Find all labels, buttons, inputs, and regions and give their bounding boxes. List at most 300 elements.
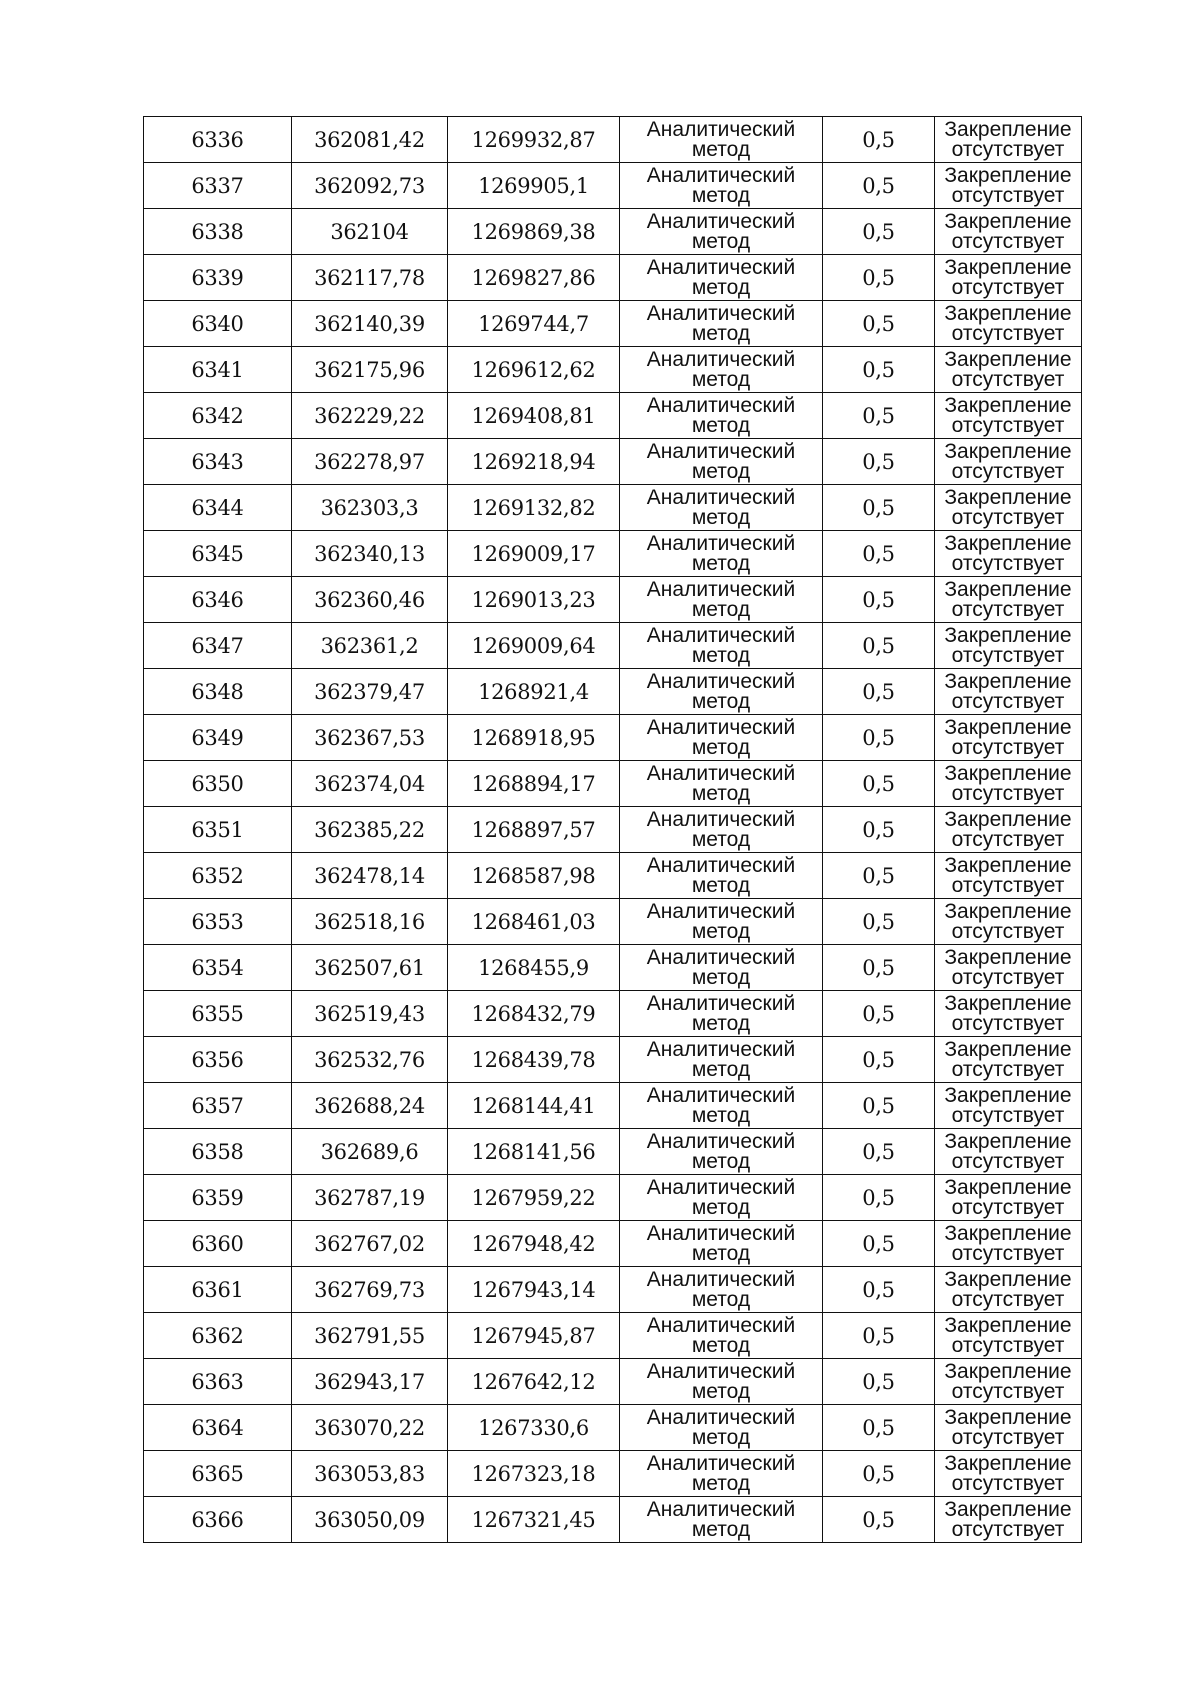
table-row bbox=[144, 255, 1082, 301]
method-cell-line-2: метод bbox=[691, 551, 751, 575]
marking-cell bbox=[935, 1037, 1082, 1083]
x-coordinate-cell: 362507,61 bbox=[292, 945, 448, 991]
marking-cell-line-2: отсутствует bbox=[951, 459, 1065, 483]
method-cell-line-1: Аналитический bbox=[646, 853, 796, 877]
method-cell bbox=[620, 1037, 823, 1083]
accuracy-cell: 0,5 bbox=[823, 899, 935, 945]
point-number-cell: 6361 bbox=[144, 1267, 292, 1313]
accuracy-cell: 0,5 bbox=[823, 393, 935, 439]
marking-cell-line-2: отсутствует bbox=[951, 229, 1065, 253]
x-coordinate-cell: 362379,47 bbox=[292, 669, 448, 715]
x-coordinate-cell: 363050,09 bbox=[292, 1497, 448, 1543]
marking-cell bbox=[935, 209, 1082, 255]
marking-cell bbox=[935, 1405, 1082, 1451]
marking-cell bbox=[935, 347, 1082, 393]
accuracy-cell: 0,5 bbox=[823, 945, 935, 991]
point-number-cell: 6345 bbox=[144, 531, 292, 577]
method-cell-line-1: Аналитический bbox=[646, 1037, 796, 1061]
method-cell-line-1: Аналитический bbox=[646, 1313, 796, 1337]
accuracy-cell: 0,5 bbox=[823, 1497, 935, 1543]
marking-cell-line-2: отсутствует bbox=[951, 367, 1065, 391]
accuracy-cell: 0,5 bbox=[823, 117, 935, 163]
method-cell bbox=[620, 255, 823, 301]
marking-cell-line-1: Закрепление bbox=[944, 761, 1072, 785]
point-number-cell: 6358 bbox=[144, 1129, 292, 1175]
x-coordinate-cell: 362229,22 bbox=[292, 393, 448, 439]
accuracy-cell: 0,5 bbox=[823, 1359, 935, 1405]
method-cell-line-2: метод bbox=[691, 1241, 751, 1265]
marking-cell bbox=[935, 1359, 1082, 1405]
y-coordinate-cell: 1269013,23 bbox=[448, 577, 620, 623]
x-coordinate-cell: 362361,2 bbox=[292, 623, 448, 669]
y-coordinate-cell: 1267321,45 bbox=[448, 1497, 620, 1543]
accuracy-cell: 0,5 bbox=[823, 1221, 935, 1267]
marking-cell bbox=[935, 393, 1082, 439]
method-cell-line-1: Аналитический bbox=[646, 393, 796, 417]
point-number-cell: 6347 bbox=[144, 623, 292, 669]
marking-cell-line-2: отсутствует bbox=[951, 1471, 1065, 1495]
point-number-cell: 6351 bbox=[144, 807, 292, 853]
table-row bbox=[144, 945, 1082, 991]
method-cell bbox=[620, 761, 823, 807]
accuracy-cell: 0,5 bbox=[823, 163, 935, 209]
table-row bbox=[144, 669, 1082, 715]
method-cell-line-2: метод bbox=[691, 413, 751, 437]
marking-cell-line-2: отсутствует bbox=[951, 919, 1065, 943]
table-row bbox=[144, 1129, 1082, 1175]
accuracy-cell: 0,5 bbox=[823, 807, 935, 853]
point-number-cell: 6357 bbox=[144, 1083, 292, 1129]
method-cell-line-2: метод bbox=[691, 1195, 751, 1219]
method-cell-line-1: Аналитический bbox=[646, 255, 796, 279]
method-cell-line-2: метод bbox=[691, 827, 751, 851]
y-coordinate-cell: 1269132,82 bbox=[448, 485, 620, 531]
y-coordinate-cell: 1267330,6 bbox=[448, 1405, 620, 1451]
point-number-cell: 6366 bbox=[144, 1497, 292, 1543]
method-cell bbox=[620, 623, 823, 669]
table-row bbox=[144, 1267, 1082, 1313]
x-coordinate-cell: 362769,73 bbox=[292, 1267, 448, 1313]
table-row bbox=[144, 393, 1082, 439]
point-number-cell: 6341 bbox=[144, 347, 292, 393]
method-cell-line-2: метод bbox=[691, 873, 751, 897]
x-coordinate-cell: 362140,39 bbox=[292, 301, 448, 347]
method-cell-line-2: метод bbox=[691, 1517, 751, 1541]
y-coordinate-cell: 1268141,56 bbox=[448, 1129, 620, 1175]
method-cell-line-1: Аналитический bbox=[646, 485, 796, 509]
marking-cell-line-2: отсутствует bbox=[951, 505, 1065, 529]
y-coordinate-cell: 1269905,1 bbox=[448, 163, 620, 209]
marking-cell-line-1: Закрепление bbox=[944, 623, 1072, 647]
method-cell-line-2: метод bbox=[691, 275, 751, 299]
marking-cell-line-1: Закрепление bbox=[944, 531, 1072, 555]
method-cell-line-2: метод bbox=[691, 183, 751, 207]
marking-cell bbox=[935, 807, 1082, 853]
y-coordinate-cell: 1268439,78 bbox=[448, 1037, 620, 1083]
x-coordinate-cell: 362117,78 bbox=[292, 255, 448, 301]
method-cell-line-2: метод bbox=[691, 1333, 751, 1357]
table-row bbox=[144, 1221, 1082, 1267]
method-cell-line-1: Аналитический bbox=[646, 623, 796, 647]
x-coordinate-cell: 362367,53 bbox=[292, 715, 448, 761]
method-cell bbox=[620, 853, 823, 899]
method-cell-line-2: метод bbox=[691, 137, 751, 161]
y-coordinate-cell: 1268455,9 bbox=[448, 945, 620, 991]
table-row bbox=[144, 853, 1082, 899]
accuracy-cell: 0,5 bbox=[823, 1451, 935, 1497]
marking-cell-line-2: отсутствует bbox=[951, 597, 1065, 621]
method-cell-line-2: метод bbox=[691, 1057, 751, 1081]
marking-cell-line-2: отсутствует bbox=[951, 1517, 1065, 1541]
point-number-cell: 6337 bbox=[144, 163, 292, 209]
marking-cell-line-1: Закрепление bbox=[944, 163, 1072, 187]
marking-cell bbox=[935, 485, 1082, 531]
marking-cell-line-2: отсутствует bbox=[951, 735, 1065, 759]
method-cell bbox=[620, 577, 823, 623]
y-coordinate-cell: 1269932,87 bbox=[448, 117, 620, 163]
method-cell bbox=[620, 117, 823, 163]
accuracy-cell: 0,5 bbox=[823, 531, 935, 577]
method-cell bbox=[620, 531, 823, 577]
method-cell-line-2: метод bbox=[691, 689, 751, 713]
y-coordinate-cell: 1267323,18 bbox=[448, 1451, 620, 1497]
table-row bbox=[144, 163, 1082, 209]
marking-cell-line-1: Закрепление bbox=[944, 1451, 1072, 1475]
marking-cell-line-2: отсутствует bbox=[951, 551, 1065, 575]
method-cell bbox=[620, 163, 823, 209]
table-row bbox=[144, 117, 1082, 163]
method-cell bbox=[620, 301, 823, 347]
x-coordinate-cell: 362303,3 bbox=[292, 485, 448, 531]
method-cell-line-1: Аналитический bbox=[646, 1405, 796, 1429]
method-cell-line-2: метод bbox=[691, 597, 751, 621]
method-cell-line-1: Аналитический bbox=[646, 1267, 796, 1291]
x-coordinate-cell: 362175,96 bbox=[292, 347, 448, 393]
marking-cell-line-1: Закрепление bbox=[944, 577, 1072, 601]
marking-cell-line-2: отсутствует bbox=[951, 643, 1065, 667]
method-cell bbox=[620, 209, 823, 255]
y-coordinate-cell: 1269218,94 bbox=[448, 439, 620, 485]
point-number-cell: 6338 bbox=[144, 209, 292, 255]
x-coordinate-cell: 362340,13 bbox=[292, 531, 448, 577]
method-cell bbox=[620, 485, 823, 531]
accuracy-cell: 0,5 bbox=[823, 1129, 935, 1175]
table-row bbox=[144, 899, 1082, 945]
y-coordinate-cell: 1269744,7 bbox=[448, 301, 620, 347]
table-row bbox=[144, 209, 1082, 255]
accuracy-cell: 0,5 bbox=[823, 1405, 935, 1451]
x-coordinate-cell: 362519,43 bbox=[292, 991, 448, 1037]
y-coordinate-cell: 1269869,38 bbox=[448, 209, 620, 255]
method-cell-line-1: Аналитический bbox=[646, 715, 796, 739]
accuracy-cell: 0,5 bbox=[823, 853, 935, 899]
method-cell bbox=[620, 899, 823, 945]
accuracy-cell: 0,5 bbox=[823, 439, 935, 485]
accuracy-cell: 0,5 bbox=[823, 1267, 935, 1313]
method-cell-line-2: метод bbox=[691, 459, 751, 483]
method-cell-line-1: Аналитический bbox=[646, 1359, 796, 1383]
marking-cell bbox=[935, 117, 1082, 163]
marking-cell-line-2: отсутствует bbox=[951, 689, 1065, 713]
method-cell-line-2: метод bbox=[691, 1379, 751, 1403]
point-number-cell: 6344 bbox=[144, 485, 292, 531]
x-coordinate-cell: 362943,17 bbox=[292, 1359, 448, 1405]
marking-cell bbox=[935, 1221, 1082, 1267]
y-coordinate-cell: 1267948,42 bbox=[448, 1221, 620, 1267]
marking-cell bbox=[935, 945, 1082, 991]
accuracy-cell: 0,5 bbox=[823, 255, 935, 301]
accuracy-cell: 0,5 bbox=[823, 991, 935, 1037]
marking-cell-line-2: отсутствует bbox=[951, 1379, 1065, 1403]
y-coordinate-cell: 1269612,62 bbox=[448, 347, 620, 393]
marking-cell bbox=[935, 301, 1082, 347]
x-coordinate-cell: 362360,46 bbox=[292, 577, 448, 623]
y-coordinate-cell: 1267642,12 bbox=[448, 1359, 620, 1405]
marking-cell-line-1: Закрепление bbox=[944, 347, 1072, 371]
accuracy-cell: 0,5 bbox=[823, 669, 935, 715]
marking-cell-line-2: отсутствует bbox=[951, 275, 1065, 299]
point-number-cell: 6362 bbox=[144, 1313, 292, 1359]
marking-cell-line-2: отсутствует bbox=[951, 1195, 1065, 1219]
point-number-cell: 6336 bbox=[144, 117, 292, 163]
x-coordinate-cell: 362767,02 bbox=[292, 1221, 448, 1267]
point-number-cell: 6363 bbox=[144, 1359, 292, 1405]
marking-cell-line-1: Закрепление bbox=[944, 853, 1072, 877]
method-cell-line-1: Аналитический bbox=[646, 577, 796, 601]
point-number-cell: 6353 bbox=[144, 899, 292, 945]
method-cell-line-2: метод bbox=[691, 229, 751, 253]
marking-cell-line-2: отсутствует bbox=[951, 1241, 1065, 1265]
method-cell-line-2: метод bbox=[691, 919, 751, 943]
marking-cell bbox=[935, 623, 1082, 669]
table-row bbox=[144, 807, 1082, 853]
marking-cell-line-2: отсутствует bbox=[951, 873, 1065, 897]
table-row bbox=[144, 1497, 1082, 1543]
method-cell-line-2: метод bbox=[691, 643, 751, 667]
y-coordinate-cell: 1268144,41 bbox=[448, 1083, 620, 1129]
accuracy-cell: 0,5 bbox=[823, 485, 935, 531]
point-number-cell: 6350 bbox=[144, 761, 292, 807]
x-coordinate-cell: 362688,24 bbox=[292, 1083, 448, 1129]
marking-cell-line-2: отсутствует bbox=[951, 965, 1065, 989]
point-number-cell: 6342 bbox=[144, 393, 292, 439]
marking-cell bbox=[935, 255, 1082, 301]
point-number-cell: 6365 bbox=[144, 1451, 292, 1497]
method-cell bbox=[620, 991, 823, 1037]
method-cell bbox=[620, 1221, 823, 1267]
table-row bbox=[144, 1313, 1082, 1359]
coordinates-table-body bbox=[144, 117, 1082, 1543]
point-number-cell: 6360 bbox=[144, 1221, 292, 1267]
accuracy-cell: 0,5 bbox=[823, 1037, 935, 1083]
x-coordinate-cell: 362787,19 bbox=[292, 1175, 448, 1221]
method-cell bbox=[620, 1451, 823, 1497]
method-cell bbox=[620, 1405, 823, 1451]
point-number-cell: 6346 bbox=[144, 577, 292, 623]
table-row bbox=[144, 1175, 1082, 1221]
marking-cell-line-1: Закрепление bbox=[944, 991, 1072, 1015]
y-coordinate-cell: 1268587,98 bbox=[448, 853, 620, 899]
x-coordinate-cell: 362791,55 bbox=[292, 1313, 448, 1359]
table-row bbox=[144, 485, 1082, 531]
table-row bbox=[144, 301, 1082, 347]
method-cell-line-1: Аналитический bbox=[646, 1221, 796, 1245]
method-cell-line-1: Аналитический bbox=[646, 117, 796, 141]
method-cell-line-1: Аналитический bbox=[646, 439, 796, 463]
marking-cell-line-1: Закрепление bbox=[944, 1221, 1072, 1245]
method-cell-line-1: Аналитический bbox=[646, 669, 796, 693]
marking-cell-line-2: отсутствует bbox=[951, 1425, 1065, 1449]
marking-cell-line-1: Закрепление bbox=[944, 945, 1072, 969]
method-cell-line-1: Аналитический bbox=[646, 899, 796, 923]
marking-cell-line-1: Закрепление bbox=[944, 669, 1072, 693]
marking-cell-line-1: Закрепление bbox=[944, 899, 1072, 923]
table-row bbox=[144, 531, 1082, 577]
method-cell-line-2: метод bbox=[691, 781, 751, 805]
marking-cell-line-1: Закрепление bbox=[944, 301, 1072, 325]
x-coordinate-cell: 362374,04 bbox=[292, 761, 448, 807]
method-cell-line-2: метод bbox=[691, 1149, 751, 1173]
method-cell bbox=[620, 1313, 823, 1359]
marking-cell bbox=[935, 669, 1082, 715]
x-coordinate-cell: 362104 bbox=[292, 209, 448, 255]
method-cell bbox=[620, 1083, 823, 1129]
y-coordinate-cell: 1268897,57 bbox=[448, 807, 620, 853]
table-row bbox=[144, 1083, 1082, 1129]
y-coordinate-cell: 1269827,86 bbox=[448, 255, 620, 301]
marking-cell bbox=[935, 1497, 1082, 1543]
marking-cell bbox=[935, 439, 1082, 485]
point-number-cell: 6364 bbox=[144, 1405, 292, 1451]
marking-cell-line-2: отсутствует bbox=[951, 137, 1065, 161]
method-cell-line-2: метод bbox=[691, 1287, 751, 1311]
method-cell-line-1: Аналитический bbox=[646, 301, 796, 325]
marking-cell-line-1: Закрепление bbox=[944, 1497, 1072, 1521]
marking-cell bbox=[935, 163, 1082, 209]
method-cell bbox=[620, 393, 823, 439]
x-coordinate-cell: 362532,76 bbox=[292, 1037, 448, 1083]
method-cell-line-2: метод bbox=[691, 1425, 751, 1449]
table-row bbox=[144, 623, 1082, 669]
point-number-cell: 6356 bbox=[144, 1037, 292, 1083]
marking-cell bbox=[935, 991, 1082, 1037]
marking-cell bbox=[935, 761, 1082, 807]
point-number-cell: 6354 bbox=[144, 945, 292, 991]
accuracy-cell: 0,5 bbox=[823, 301, 935, 347]
point-number-cell: 6340 bbox=[144, 301, 292, 347]
method-cell-line-1: Аналитический bbox=[646, 807, 796, 831]
marking-cell bbox=[935, 1313, 1082, 1359]
method-cell-line-1: Аналитический bbox=[646, 347, 796, 371]
table-row bbox=[144, 1405, 1082, 1451]
table-row bbox=[144, 1037, 1082, 1083]
point-number-cell: 6348 bbox=[144, 669, 292, 715]
method-cell-line-1: Аналитический bbox=[646, 531, 796, 555]
y-coordinate-cell: 1269009,17 bbox=[448, 531, 620, 577]
marking-cell-line-1: Закрепление bbox=[944, 1359, 1072, 1383]
marking-cell bbox=[935, 1083, 1082, 1129]
marking-cell-line-1: Закрепление bbox=[944, 1037, 1072, 1061]
method-cell-line-2: метод bbox=[691, 505, 751, 529]
marking-cell-line-1: Закрепление bbox=[944, 117, 1072, 141]
table-row bbox=[144, 715, 1082, 761]
marking-cell-line-2: отсутствует bbox=[951, 781, 1065, 805]
accuracy-cell: 0,5 bbox=[823, 577, 935, 623]
accuracy-cell: 0,5 bbox=[823, 761, 935, 807]
marking-cell-line-1: Закрепление bbox=[944, 1313, 1072, 1337]
point-number-cell: 6355 bbox=[144, 991, 292, 1037]
marking-cell-line-2: отсутствует bbox=[951, 1011, 1065, 1035]
y-coordinate-cell: 1268432,79 bbox=[448, 991, 620, 1037]
accuracy-cell: 0,5 bbox=[823, 715, 935, 761]
marking-cell-line-2: отсутствует bbox=[951, 183, 1065, 207]
accuracy-cell: 0,5 bbox=[823, 347, 935, 393]
method-cell bbox=[620, 1359, 823, 1405]
marking-cell-line-2: отсутствует bbox=[951, 1057, 1065, 1081]
method-cell bbox=[620, 807, 823, 853]
method-cell bbox=[620, 347, 823, 393]
method-cell-line-1: Аналитический bbox=[646, 1083, 796, 1107]
point-number-cell: 6359 bbox=[144, 1175, 292, 1221]
method-cell-line-2: метод bbox=[691, 1011, 751, 1035]
marking-cell bbox=[935, 577, 1082, 623]
method-cell bbox=[620, 945, 823, 991]
marking-cell-line-2: отсутствует bbox=[951, 827, 1065, 851]
marking-cell-line-1: Закрепление bbox=[944, 255, 1072, 279]
marking-cell bbox=[935, 531, 1082, 577]
marking-cell-line-2: отсутствует bbox=[951, 1149, 1065, 1173]
y-coordinate-cell: 1269408,81 bbox=[448, 393, 620, 439]
marking-cell-line-1: Закрепление bbox=[944, 1267, 1072, 1291]
method-cell bbox=[620, 1129, 823, 1175]
method-cell-line-1: Аналитический bbox=[646, 945, 796, 969]
table-row bbox=[144, 761, 1082, 807]
x-coordinate-cell: 362518,16 bbox=[292, 899, 448, 945]
marking-cell-line-1: Закрепление bbox=[944, 1129, 1072, 1153]
method-cell-line-1: Аналитический bbox=[646, 991, 796, 1015]
x-coordinate-cell: 362092,73 bbox=[292, 163, 448, 209]
marking-cell-line-1: Закрепление bbox=[944, 715, 1072, 739]
marking-cell bbox=[935, 899, 1082, 945]
y-coordinate-cell: 1267943,14 bbox=[448, 1267, 620, 1313]
marking-cell bbox=[935, 1267, 1082, 1313]
marking-cell-line-2: отсутствует bbox=[951, 413, 1065, 437]
marking-cell-line-1: Закрепление bbox=[944, 393, 1072, 417]
marking-cell bbox=[935, 853, 1082, 899]
method-cell bbox=[620, 1267, 823, 1313]
y-coordinate-cell: 1268921,4 bbox=[448, 669, 620, 715]
marking-cell-line-1: Закрепление bbox=[944, 485, 1072, 509]
method-cell-line-2: метод bbox=[691, 367, 751, 391]
table-row bbox=[144, 1451, 1082, 1497]
method-cell bbox=[620, 1497, 823, 1543]
table-row bbox=[144, 577, 1082, 623]
accuracy-cell: 0,5 bbox=[823, 1313, 935, 1359]
marking-cell-line-1: Закрепление bbox=[944, 209, 1072, 233]
marking-cell-line-2: отсутствует bbox=[951, 1287, 1065, 1311]
accuracy-cell: 0,5 bbox=[823, 1175, 935, 1221]
method-cell-line-1: Аналитический bbox=[646, 163, 796, 187]
method-cell-line-1: Аналитический bbox=[646, 1129, 796, 1153]
marking-cell bbox=[935, 1175, 1082, 1221]
table-row bbox=[144, 1359, 1082, 1405]
marking-cell bbox=[935, 715, 1082, 761]
marking-cell bbox=[935, 1451, 1082, 1497]
marking-cell-line-1: Закрепление bbox=[944, 1083, 1072, 1107]
accuracy-cell: 0,5 bbox=[823, 623, 935, 669]
x-coordinate-cell: 362385,22 bbox=[292, 807, 448, 853]
marking-cell-line-2: отсутствует bbox=[951, 1103, 1065, 1127]
